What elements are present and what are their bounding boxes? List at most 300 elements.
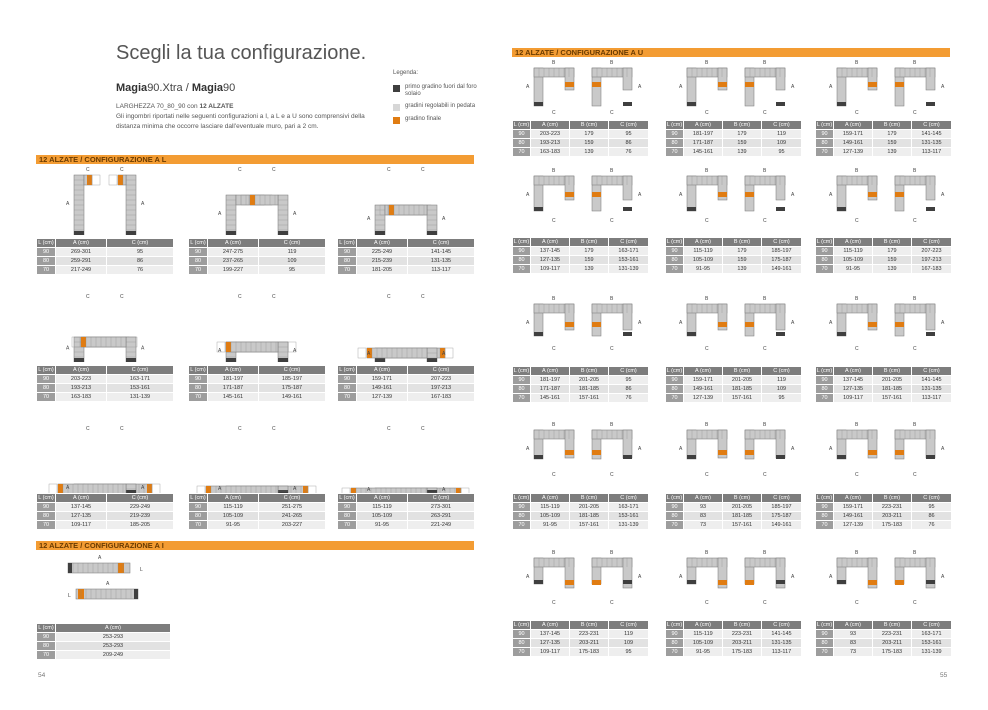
table-header-cell: L (cm) (666, 239, 683, 245)
table-cell: 167-183 (912, 265, 952, 274)
dimension-label: A (638, 84, 642, 90)
table-cell: 70 (513, 148, 531, 157)
landing-outline (109, 175, 117, 185)
table-cell: 119 (762, 376, 802, 385)
dimension-label: A (218, 348, 222, 354)
legend-label: gradini regolabili in pedata (405, 103, 476, 109)
table-header-cell: L (cm) (666, 122, 683, 128)
dimension-label: B (705, 168, 709, 174)
table-cell: 159-171 (357, 375, 408, 384)
table-cell: 109-117 (531, 265, 570, 274)
legend-swatch-orange (393, 117, 400, 124)
table-header-cell: B (cm) (570, 121, 609, 130)
dimension-label: A (66, 485, 70, 491)
dimension-label: C (913, 110, 917, 116)
table-cell: 80 (37, 512, 56, 521)
table-cell: 91-95 (531, 521, 570, 530)
table-header-cell: L (cm) (666, 622, 683, 628)
dimension-label: C (705, 346, 709, 352)
table-header-cell: C (cm) (259, 494, 326, 503)
table-cell: 179 (873, 130, 912, 139)
table-row (189, 375, 326, 384)
table-header-cell: C (cm) (912, 121, 952, 130)
dimension-table (815, 237, 952, 274)
table-cell: 219-239 (107, 512, 174, 521)
table-cell: 95 (762, 148, 802, 157)
stair-diagram (665, 166, 805, 228)
stair-diagram (665, 420, 805, 482)
dimension-label: A (141, 201, 145, 207)
first-step (534, 332, 543, 336)
table-cell: 80 (37, 257, 56, 266)
table-header-cell: C (cm) (107, 239, 174, 248)
table-cell: 179 (570, 130, 609, 139)
table-header-cell: L (cm) (513, 239, 530, 245)
table-cell: 83 (684, 512, 723, 521)
table-cell: 80 (816, 256, 834, 265)
dimension-label: C (552, 346, 556, 352)
dimension-label: A (66, 201, 70, 207)
first-step (534, 102, 543, 106)
table-cell: 171-187 (531, 385, 570, 394)
dimension-label: A (442, 487, 446, 493)
stair-diagram (815, 548, 955, 610)
table-cell: 115-119 (684, 630, 723, 639)
table-row (666, 148, 802, 157)
table-cell: 105-109 (208, 512, 259, 521)
table-cell: 90 (37, 375, 56, 384)
dimension-label: A (679, 574, 683, 580)
table-cell: 203-223 (56, 375, 107, 384)
table-header-row (666, 367, 802, 376)
table-header-cell: L (cm) (190, 240, 206, 246)
table-cell: 73 (834, 648, 873, 657)
stair-diagram (512, 548, 652, 610)
final-step (895, 192, 904, 197)
table-cell: 113-117 (762, 648, 802, 657)
dimension-label: C (610, 218, 614, 224)
final-step (565, 82, 574, 87)
table-cell: 80 (666, 385, 684, 394)
table-cell: 145-161 (208, 393, 259, 402)
table-cell: 90 (189, 503, 208, 512)
table-cell: 197-213 (912, 256, 952, 265)
table-row (513, 247, 649, 256)
table-cell: 223-231 (873, 630, 912, 639)
page-number-left: 54 (38, 672, 46, 679)
table-cell: 159 (570, 139, 609, 148)
table-cell: 145-161 (684, 148, 723, 157)
table-cell: 70 (189, 266, 208, 275)
dimension-label: C (421, 426, 425, 432)
dimension-label: C (86, 426, 90, 432)
table-header-cell: A (cm) (357, 494, 408, 503)
table-cell: 95 (762, 394, 802, 403)
table-cell: 137-145 (56, 503, 107, 512)
table-cell: 91-95 (684, 648, 723, 657)
first-step (837, 455, 846, 459)
dimension-label: A (829, 84, 833, 90)
stair-flight (623, 430, 632, 458)
stair-diagram (665, 58, 805, 120)
table-cell: 109 (762, 385, 802, 394)
table-header-cell: C (cm) (762, 621, 802, 630)
table-row (37, 503, 174, 512)
table-cell: 215-239 (357, 257, 408, 266)
table-cell: 90 (666, 247, 684, 256)
table-cell: 70 (338, 266, 357, 275)
table-header-cell: L (cm) (666, 495, 683, 501)
table-cell: 115-119 (684, 247, 723, 256)
table-cell: 247-275 (208, 248, 259, 257)
first-step (776, 332, 785, 336)
table-cell: 80 (37, 642, 56, 651)
table-cell: 80 (666, 639, 684, 648)
table-header-cell: A (cm) (834, 367, 873, 376)
table-row (513, 130, 649, 139)
dimension-label: A (638, 192, 642, 198)
table-row (189, 257, 326, 266)
dimension-label: C (120, 167, 124, 173)
table-cell: 105-109 (684, 256, 723, 265)
table-header-row (513, 367, 649, 376)
final-step (565, 192, 574, 197)
table-header-cell: C (cm) (408, 366, 475, 375)
table-header-cell: C (cm) (259, 366, 326, 375)
table-row (816, 512, 952, 521)
stair-diagram (512, 58, 652, 120)
table-cell: 119 (259, 248, 326, 257)
table-cell: 159-171 (834, 503, 873, 512)
table-header-cell: B (cm) (723, 367, 762, 376)
first-step (687, 332, 696, 336)
table-cell: 159 (723, 139, 762, 148)
dimension-label: C (272, 167, 276, 173)
table-cell: 197-213 (408, 384, 475, 393)
table-header-cell: B (cm) (873, 121, 912, 130)
final-step (895, 580, 904, 585)
first-step (623, 102, 632, 106)
table-cell: 76 (609, 394, 649, 403)
table-header-row (666, 238, 802, 247)
table-cell: 157-161 (570, 521, 609, 530)
table-header-cell: C (cm) (609, 121, 649, 130)
dimension-label: B (913, 422, 917, 428)
model-name (116, 82, 235, 94)
table-cell: 131-135 (762, 639, 802, 648)
table-cell: 181-185 (723, 512, 762, 521)
table-cell: 91-95 (684, 265, 723, 274)
first-step (126, 231, 136, 235)
table-cell: 90 (37, 633, 56, 642)
table-header-cell: A (cm) (531, 494, 570, 503)
first-step (776, 207, 785, 211)
table-cell: 203-223 (531, 130, 570, 139)
table-cell: 90 (816, 503, 834, 512)
table-cell: 119 (762, 130, 802, 139)
table-cell: 193-213 (531, 139, 570, 148)
legend-title: Legenda: (393, 70, 419, 76)
table-header-cell: B (cm) (723, 238, 762, 247)
table-cell: 131-139 (609, 265, 649, 274)
table-cell: 131-139 (912, 648, 952, 657)
first-step (534, 207, 543, 211)
table-cell: 203-227 (259, 521, 326, 530)
table-cell: 90 (189, 248, 208, 257)
table-row (37, 384, 174, 393)
stair-flight (623, 304, 632, 330)
table-cell: 241-265 (259, 512, 326, 521)
table-cell: 95 (107, 248, 174, 257)
table-cell: 90 (338, 248, 357, 257)
first-step (687, 207, 696, 211)
table-cell: 163-171 (107, 375, 174, 384)
first-step (687, 455, 696, 459)
table-header-cell: L (cm) (38, 367, 54, 373)
table-header-row (816, 367, 952, 376)
dimension-table (512, 493, 649, 530)
table-header-cell: C (cm) (107, 494, 174, 503)
stair-diagram (815, 58, 955, 120)
table-cell: 163-171 (609, 247, 649, 256)
dimension-label: A (941, 84, 945, 90)
model-a-bold: Magia (116, 82, 148, 94)
final-step (565, 580, 574, 585)
table-cell: 70 (666, 394, 684, 403)
table-row (37, 266, 174, 275)
table-cell: 70 (513, 265, 531, 274)
first-step (74, 358, 84, 362)
table-header-cell: A (cm) (834, 621, 873, 630)
first-step (926, 580, 935, 584)
dimension-label: A (791, 320, 795, 326)
table-cell: 80 (816, 512, 834, 521)
dimension-label: A (293, 211, 297, 217)
stair-diagram (188, 292, 328, 362)
table-cell: 157-161 (723, 394, 762, 403)
table-row (666, 630, 802, 639)
table-header-cell: L (cm) (513, 495, 530, 501)
table-cell: 203-211 (723, 639, 762, 648)
dimension-label: C (855, 110, 859, 116)
table-header-cell: L (cm) (339, 240, 355, 246)
table-cell: 153-161 (609, 512, 649, 521)
table-row (338, 521, 475, 530)
table-cell: 80 (338, 257, 357, 266)
first-step (776, 102, 785, 106)
table-header-cell: A (cm) (684, 494, 723, 503)
table-cell: 159 (873, 256, 912, 265)
table-cell: 175-187 (762, 512, 802, 521)
dimension-label: A (679, 192, 683, 198)
first-step (278, 358, 288, 362)
table-header-cell: C (cm) (609, 621, 649, 630)
first-step (837, 332, 846, 336)
table-cell: 80 (513, 639, 531, 648)
table-header-cell: C (cm) (912, 621, 952, 630)
dimension-label: B (913, 550, 917, 556)
table-row (816, 521, 952, 530)
table-cell: 153-161 (609, 256, 649, 265)
table-header-cell: L (cm) (666, 368, 683, 374)
stair-diagram (512, 420, 652, 482)
table-cell: 157-161 (873, 394, 912, 403)
table-cell: 80 (37, 384, 56, 393)
dimension-label: C (913, 218, 917, 224)
dimension-table (188, 365, 326, 402)
table-cell: 91-95 (834, 265, 873, 274)
table-header-row (338, 494, 475, 503)
table-cell: 159-171 (834, 130, 873, 139)
table-cell: 171-187 (684, 139, 723, 148)
table-header-cell: A (cm) (357, 366, 408, 375)
dimension-label: B (855, 60, 859, 66)
table-cell: 217-249 (56, 266, 107, 275)
table-cell: 139 (570, 148, 609, 157)
table-row (37, 633, 171, 642)
table-row (666, 394, 802, 403)
table-cell: 223-231 (723, 630, 762, 639)
table-header-cell: C (cm) (762, 494, 802, 503)
dimension-label: C (705, 110, 709, 116)
dimension-label: B (552, 550, 556, 556)
table-cell: 76 (912, 521, 952, 530)
table-cell: 139 (873, 265, 912, 274)
table-header-cell: L (cm) (190, 495, 206, 501)
table-cell: 259-291 (56, 257, 107, 266)
table-header-cell: B (cm) (723, 121, 762, 130)
table-cell: 73 (684, 521, 723, 530)
table-row (37, 512, 174, 521)
table-header-row (513, 121, 649, 130)
table-cell: 80 (338, 512, 357, 521)
dimension-label: C (763, 600, 767, 606)
stair-flight (226, 342, 278, 352)
first-step (687, 580, 696, 584)
dimension-label: A (442, 216, 446, 222)
dimension-label: A (218, 211, 222, 217)
stair-flight (81, 337, 126, 347)
table-cell: 179 (570, 247, 609, 256)
table-header-cell: L (cm) (816, 239, 833, 245)
legend-item (393, 116, 485, 124)
table-cell: 70 (37, 393, 56, 402)
table-cell: 139 (723, 148, 762, 157)
dimension-table (665, 493, 802, 530)
table-row (666, 265, 802, 274)
stair-diagram (815, 166, 955, 228)
table-header-row (37, 624, 171, 633)
table-cell: 171-187 (208, 384, 259, 393)
table-cell: 127-139 (684, 394, 723, 403)
table-cell: 83 (834, 639, 873, 648)
first-step (623, 207, 632, 211)
table-header-cell: A (cm) (56, 494, 107, 503)
table-header-cell: L (cm) (190, 367, 206, 373)
table-cell: 131-135 (912, 385, 952, 394)
table-cell: 115-119 (531, 503, 570, 512)
table-cell: 127-135 (834, 385, 873, 394)
table-cell: 127-139 (834, 521, 873, 530)
dimension-label: A (679, 320, 683, 326)
table-row (816, 639, 952, 648)
dimension-label: A (791, 84, 795, 90)
table-cell: 70 (338, 393, 357, 402)
dimension-label: C (610, 110, 614, 116)
dimension-label: C (855, 346, 859, 352)
table-header-row (666, 121, 802, 130)
table-cell: 80 (189, 257, 208, 266)
legend-label: primo gradino fuori dal foro solaio (405, 84, 477, 97)
table-cell: 253-293 (56, 642, 171, 651)
first-step (226, 231, 236, 235)
stair-flight (623, 68, 632, 90)
table-header-cell: B (cm) (570, 494, 609, 503)
dimension-label: B (552, 168, 556, 174)
stair-flight (776, 304, 785, 330)
table-cell: 193-213 (56, 384, 107, 393)
table-cell: 201-205 (570, 503, 609, 512)
table-cell: 175-183 (873, 648, 912, 657)
dimension-label: C (272, 426, 276, 432)
table-cell: 109 (259, 257, 326, 266)
table-row (37, 642, 171, 651)
stair-diagram (188, 424, 328, 494)
table-cell: 70 (37, 651, 56, 660)
table-cell: 80 (816, 139, 834, 148)
dimension-label: A (526, 446, 530, 452)
final-step (565, 450, 574, 455)
table-cell: 175-183 (723, 648, 762, 657)
dimension-label: C (86, 167, 90, 173)
final-step (592, 450, 601, 455)
table-cell: 159 (873, 139, 912, 148)
table-row (513, 512, 649, 521)
table-header-cell: A (cm) (684, 367, 723, 376)
table-cell: 149-161 (259, 393, 326, 402)
table-row (189, 266, 326, 275)
dimension-label: B (552, 422, 556, 428)
table-row (816, 256, 952, 265)
table-cell: 149-161 (684, 385, 723, 394)
table-row (189, 384, 326, 393)
dimension-label: B (763, 296, 767, 302)
table-row (37, 257, 174, 266)
table-row (513, 376, 649, 385)
dimension-table (815, 120, 952, 157)
dimension-table (36, 238, 174, 275)
dimension-label: A (941, 192, 945, 198)
stair-flight (76, 589, 138, 599)
table-cell: 109-117 (56, 521, 107, 530)
dimension-label: B (763, 422, 767, 428)
dimension-table (337, 493, 475, 530)
table-header-cell: L (cm) (339, 495, 355, 501)
first-step (687, 102, 696, 106)
dimension-label: B (705, 550, 709, 556)
table-cell: 203-211 (873, 639, 912, 648)
final-step (868, 580, 877, 585)
table-cell: 105-109 (357, 512, 408, 521)
final-step (868, 192, 877, 197)
table-cell: 90 (37, 503, 56, 512)
table-row (666, 512, 802, 521)
dimension-label: A (293, 486, 297, 492)
table-row (513, 648, 649, 657)
intro-text: Gli ingombri riportati nelle seguenti configurazioni a I, a L e a U sono comprensivi della distanza minima che occorre lasciare dall'eventuale muro, pari a 2 cm. (116, 113, 365, 130)
legend-item (393, 84, 485, 98)
table-cell: 70 (666, 265, 684, 274)
